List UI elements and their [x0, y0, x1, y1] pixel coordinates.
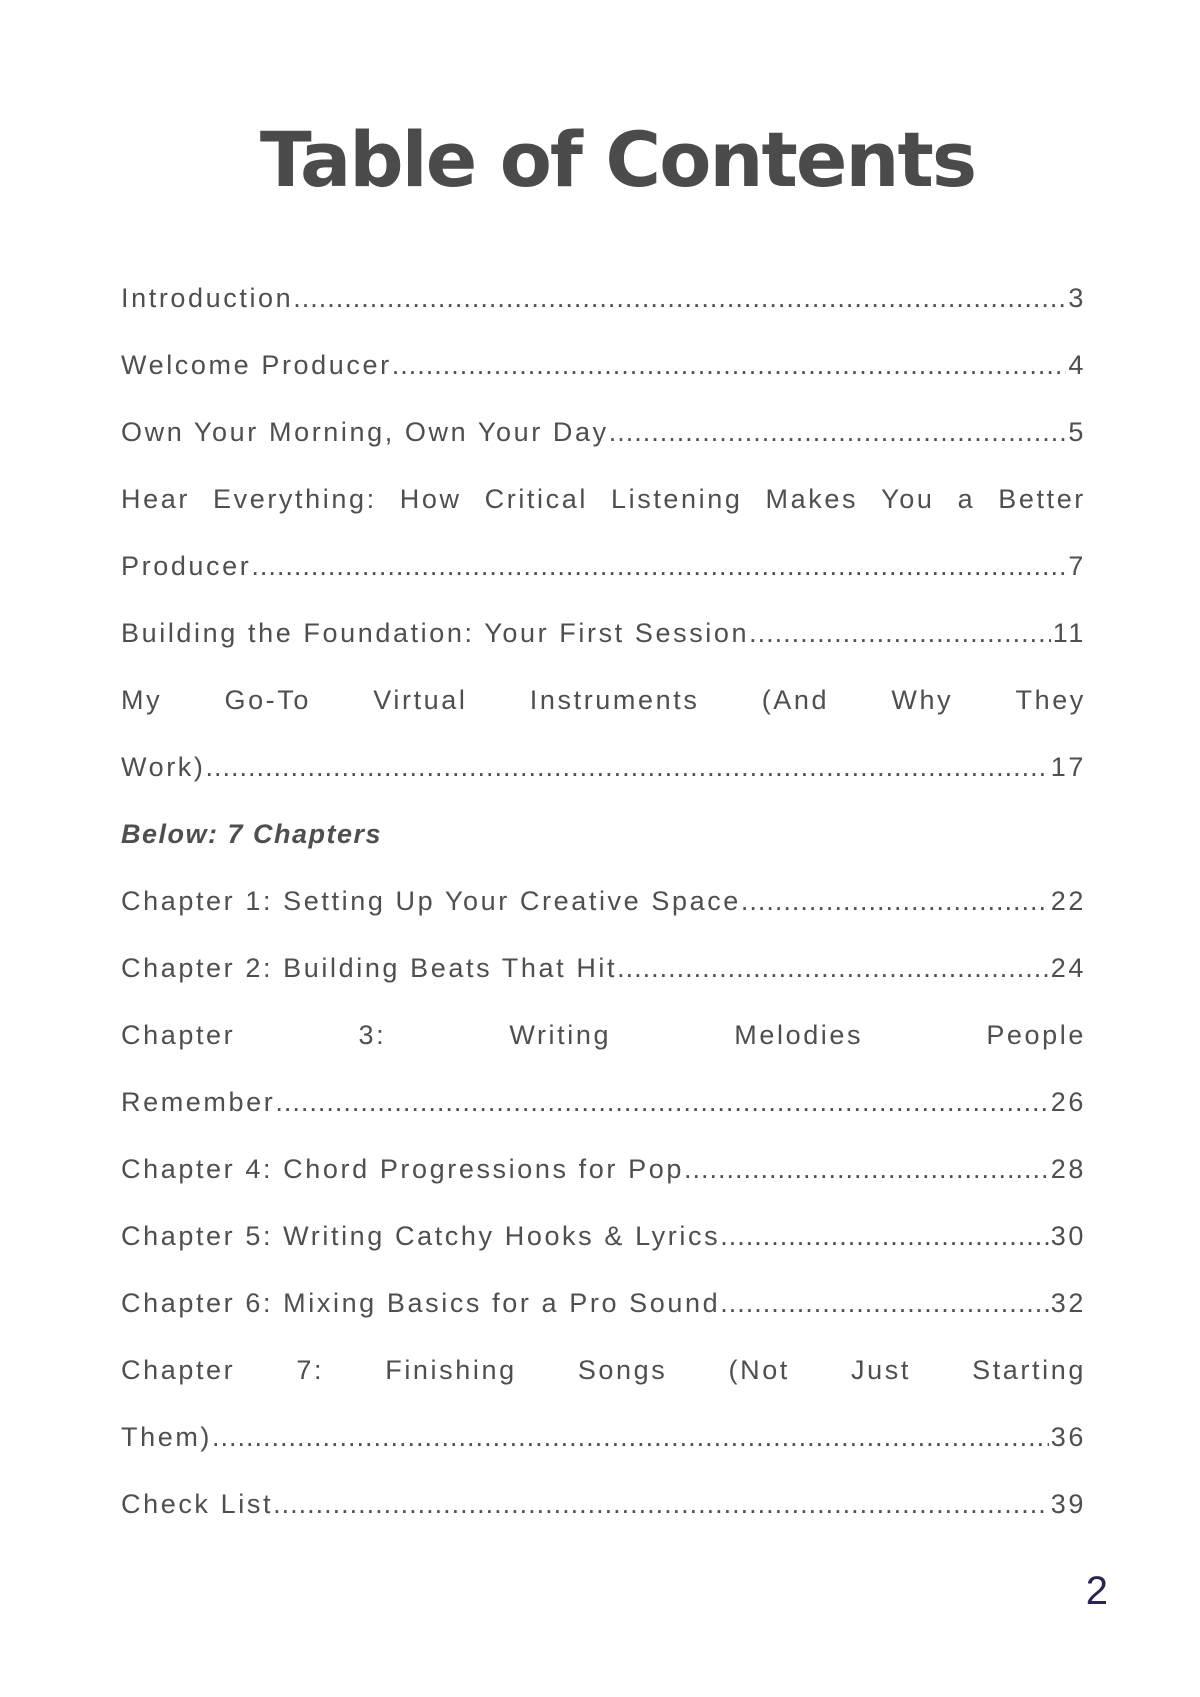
dot-leader: [275, 1087, 1048, 1118]
toc-word: Makes: [765, 484, 859, 514]
toc-word: Songs: [577, 1355, 668, 1385]
toc-entry-label: Chapter 6: Mixing Basics for a Pro Sound: [121, 1288, 721, 1318]
toc-entry-welcome-producer[interactable]: [121, 332, 1086, 399]
toc-page-number: 32: [1050, 1288, 1086, 1318]
toc-word: How: [399, 484, 462, 514]
toc-page-number: 5: [1068, 417, 1086, 447]
toc-word: Hear: [121, 484, 190, 514]
toc-entry-label: Introduction: [121, 283, 294, 313]
toc-entry-label: Own Your Morning, Own Your Day: [121, 417, 609, 447]
toc-word: You: [881, 484, 935, 514]
dot-leader: [206, 752, 1049, 783]
toc-entry-building-foundation[interactable]: [121, 600, 1086, 667]
toc-page-number: 17: [1050, 752, 1086, 782]
toc-entry-chapter-2[interactable]: [121, 935, 1086, 1002]
dot-leader: [720, 1221, 1049, 1252]
toc-page-number: 3: [1068, 283, 1086, 313]
toc-entry-label: Chapter 4: Chord Progressions for Pop: [121, 1154, 684, 1184]
toc-word: Writing: [509, 1020, 612, 1050]
toc-entry-label: Them): [121, 1422, 213, 1452]
toc-word: a: [957, 484, 976, 514]
toc-word: Virtual: [373, 685, 468, 715]
toc-page-number: 24: [1050, 953, 1086, 983]
toc-entry-critical-listening-line1[interactable]: [121, 466, 1086, 533]
dot-leader: [251, 551, 1066, 582]
toc-page-number: 28: [1050, 1154, 1086, 1184]
toc-word: Better: [998, 484, 1086, 514]
dot-leader: [273, 1489, 1049, 1520]
toc-entry-chapter-6[interactable]: [121, 1270, 1086, 1337]
dot-leader: [741, 886, 1049, 917]
toc-word: Instruments: [529, 685, 700, 715]
toc-word: Starting: [972, 1355, 1086, 1385]
toc-entry-label: Chapter 2: Building Beats That Hit: [121, 953, 618, 983]
toc-entry-chapter-4[interactable]: [121, 1136, 1086, 1203]
toc-page-number: 11: [1052, 618, 1086, 648]
toc-word: Just: [851, 1355, 911, 1385]
toc-page-number: 30: [1050, 1221, 1086, 1251]
toc-entry-label: Producer: [121, 551, 252, 581]
dot-leader: [749, 618, 1051, 649]
page-title: Table of Contents: [259, 115, 976, 204]
toc-entry-label: Building the Foundation: Your First Session: [121, 618, 750, 648]
toc-entry-chapter-5[interactable]: [121, 1203, 1086, 1270]
toc-word: Melodies: [734, 1020, 864, 1050]
toc-entry-label: Remember: [121, 1087, 276, 1117]
table-of-contents: [121, 265, 1086, 1538]
toc-word: Critical: [484, 484, 588, 514]
toc-word: Go-To: [224, 685, 311, 715]
toc-entry-introduction[interactable]: [121, 265, 1086, 332]
toc-entry-chapter-1[interactable]: [121, 868, 1086, 935]
toc-word: Finishing: [385, 1355, 517, 1385]
section-note-chapters: Below: 7 Chapters: [121, 819, 383, 849]
toc-entry-check-list[interactable]: [121, 1471, 1086, 1538]
toc-entry-chapter-3-line2[interactable]: [121, 1069, 1086, 1136]
toc-entry-label: Check List: [121, 1489, 274, 1519]
dot-leader: [617, 953, 1049, 984]
toc-page-number: 22: [1050, 886, 1086, 916]
toc-word: They: [1015, 685, 1086, 715]
toc-word: Everything:: [213, 484, 377, 514]
toc-entry-critical-listening-line2[interactable]: [121, 533, 1086, 600]
toc-word: (And: [761, 685, 830, 715]
toc-entry-virtual-instruments-line2[interactable]: [121, 734, 1086, 801]
toc-page-number: 26: [1050, 1087, 1086, 1117]
toc-page-number: 39: [1050, 1489, 1086, 1519]
toc-word: (Not: [728, 1355, 790, 1385]
dot-leader: [609, 417, 1067, 448]
toc-word: 7:: [296, 1355, 325, 1385]
toc-entry-label: Work): [121, 752, 206, 782]
toc-entry-own-your-morning[interactable]: [121, 399, 1086, 466]
toc-entry-chapter-7-line2[interactable]: [121, 1404, 1086, 1471]
toc-word: 3:: [358, 1020, 387, 1050]
page-number: 2: [1085, 1569, 1108, 1613]
toc-entry-chapter-3-line1[interactable]: [121, 1002, 1086, 1069]
toc-word: Chapter: [121, 1355, 236, 1385]
toc-entry-chapter-7-line1[interactable]: [121, 1337, 1086, 1404]
toc-entry-label: Chapter 1: Setting Up Your Creative Space: [121, 886, 741, 916]
toc-entry-label: Welcome Producer: [121, 350, 392, 380]
toc-word: Chapter: [121, 1020, 236, 1050]
toc-word: Why: [891, 685, 954, 715]
dot-leader: [293, 283, 1066, 314]
dot-leader: [684, 1154, 1049, 1185]
dot-leader: [720, 1288, 1049, 1319]
toc-page-number: 7: [1068, 551, 1086, 581]
toc-word: Listening: [611, 484, 743, 514]
dot-leader: [212, 1422, 1049, 1453]
toc-word: My: [121, 685, 163, 715]
toc-entry-label: Chapter 5: Writing Catchy Hooks & Lyrics: [121, 1221, 721, 1251]
toc-page-number: 4: [1068, 350, 1086, 380]
toc-word: People: [986, 1020, 1086, 1050]
dot-leader: [392, 350, 1067, 381]
toc-page-number: 36: [1050, 1422, 1086, 1452]
toc-entry-virtual-instruments-line1[interactable]: [121, 667, 1086, 734]
